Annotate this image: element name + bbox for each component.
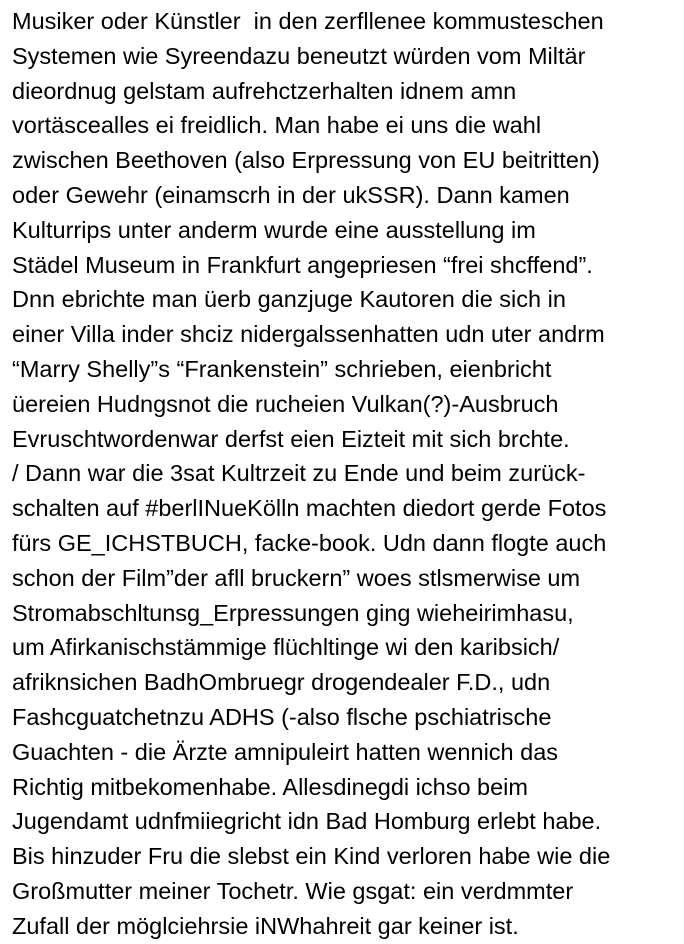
text-line: einer Villa inder shciz nidergalssenhatten udn uter andrm — [12, 321, 605, 348]
text-line: vortäscealles ei freidlich. Man habe ei uns die wahl — [12, 112, 542, 139]
text-line: Systemen wie Syreendazu beneutzt würden vom Miltär — [12, 42, 586, 69]
text-line: Evruschtwordenwar derfst eien Eizteit mit sich brchte. — [12, 425, 570, 452]
text-line: üereien Hudngsnot die rucheien Vulkan(?)-Ausbruch — [12, 390, 559, 417]
text-line: afriknsichen BadhOmbruegr drogendealer F.D., udn — [12, 669, 551, 696]
text-line: “Marry Shelly”s “Frankenstein” schrieben, eienbricht — [12, 355, 552, 382]
text-line: / Dann war die 3sat Kultrzeit zu Ende und beim zurück- — [12, 460, 586, 487]
text-line: Städel Museum in Frankfurt angepriesen “frei shcffend”. — [12, 251, 593, 278]
text-line: fürs GE_ICHSTBUCH, facke-book. Udn dann flogte auch — [12, 529, 607, 556]
text-line: schon der Film”der afll bruckern” woes stlsmerwise um — [12, 564, 581, 591]
text-line: Kulturrips unter anderm wurde eine ausstellung im — [12, 216, 536, 243]
document-text — [12, 4, 680, 944]
text-line: Großmutter meiner Tochetr. Wie gsgat: ein verdmmter — [12, 877, 574, 904]
text-line: Dnn ebrichte man üerb ganzjuge Kautoren die sich in — [12, 286, 566, 313]
text-line: Fashcguatchetnzu ADHS (-also flsche pschiatrische — [12, 703, 552, 730]
text-line: Jugendamt udnfmiiegricht idn Bad Homburg erlebt habe. — [12, 808, 602, 835]
text-line: Stromabschltunsg_Erpressungen ging wieheirimhasu, — [12, 599, 574, 626]
text-line: Zufall der möglciehrsie iNWhahreit gar keiner ist. — [12, 912, 519, 939]
text-line: schalten auf #berlINueKölln machten diedort gerde Fotos — [12, 495, 607, 522]
text-line: Musiker oder Künstler in den zerfllenee kommusteschen — [12, 8, 604, 34]
text-line: dieordnug gelstam aufrehctzerhalten idnem amn — [12, 77, 517, 104]
text-line: um Afirkanischstämmige flüchltinge wi den karibsich/ — [12, 634, 560, 661]
text-line: Guachten - die Ärzte amnipuleirt hatten wennich das — [12, 738, 559, 765]
text-line: Richtig mitbekomenhabe. Allesdinegdi ichso beim — [12, 773, 528, 800]
text-line: zwischen Beethoven (also Erpressung von EU beitritten) — [12, 147, 600, 174]
text-line: oder Gewehr (einamscrh in der ukSSR). Dann kamen — [12, 181, 570, 208]
text-line: Bis hinzuder Fru die slebst ein Kind verloren habe wie die — [12, 843, 611, 870]
